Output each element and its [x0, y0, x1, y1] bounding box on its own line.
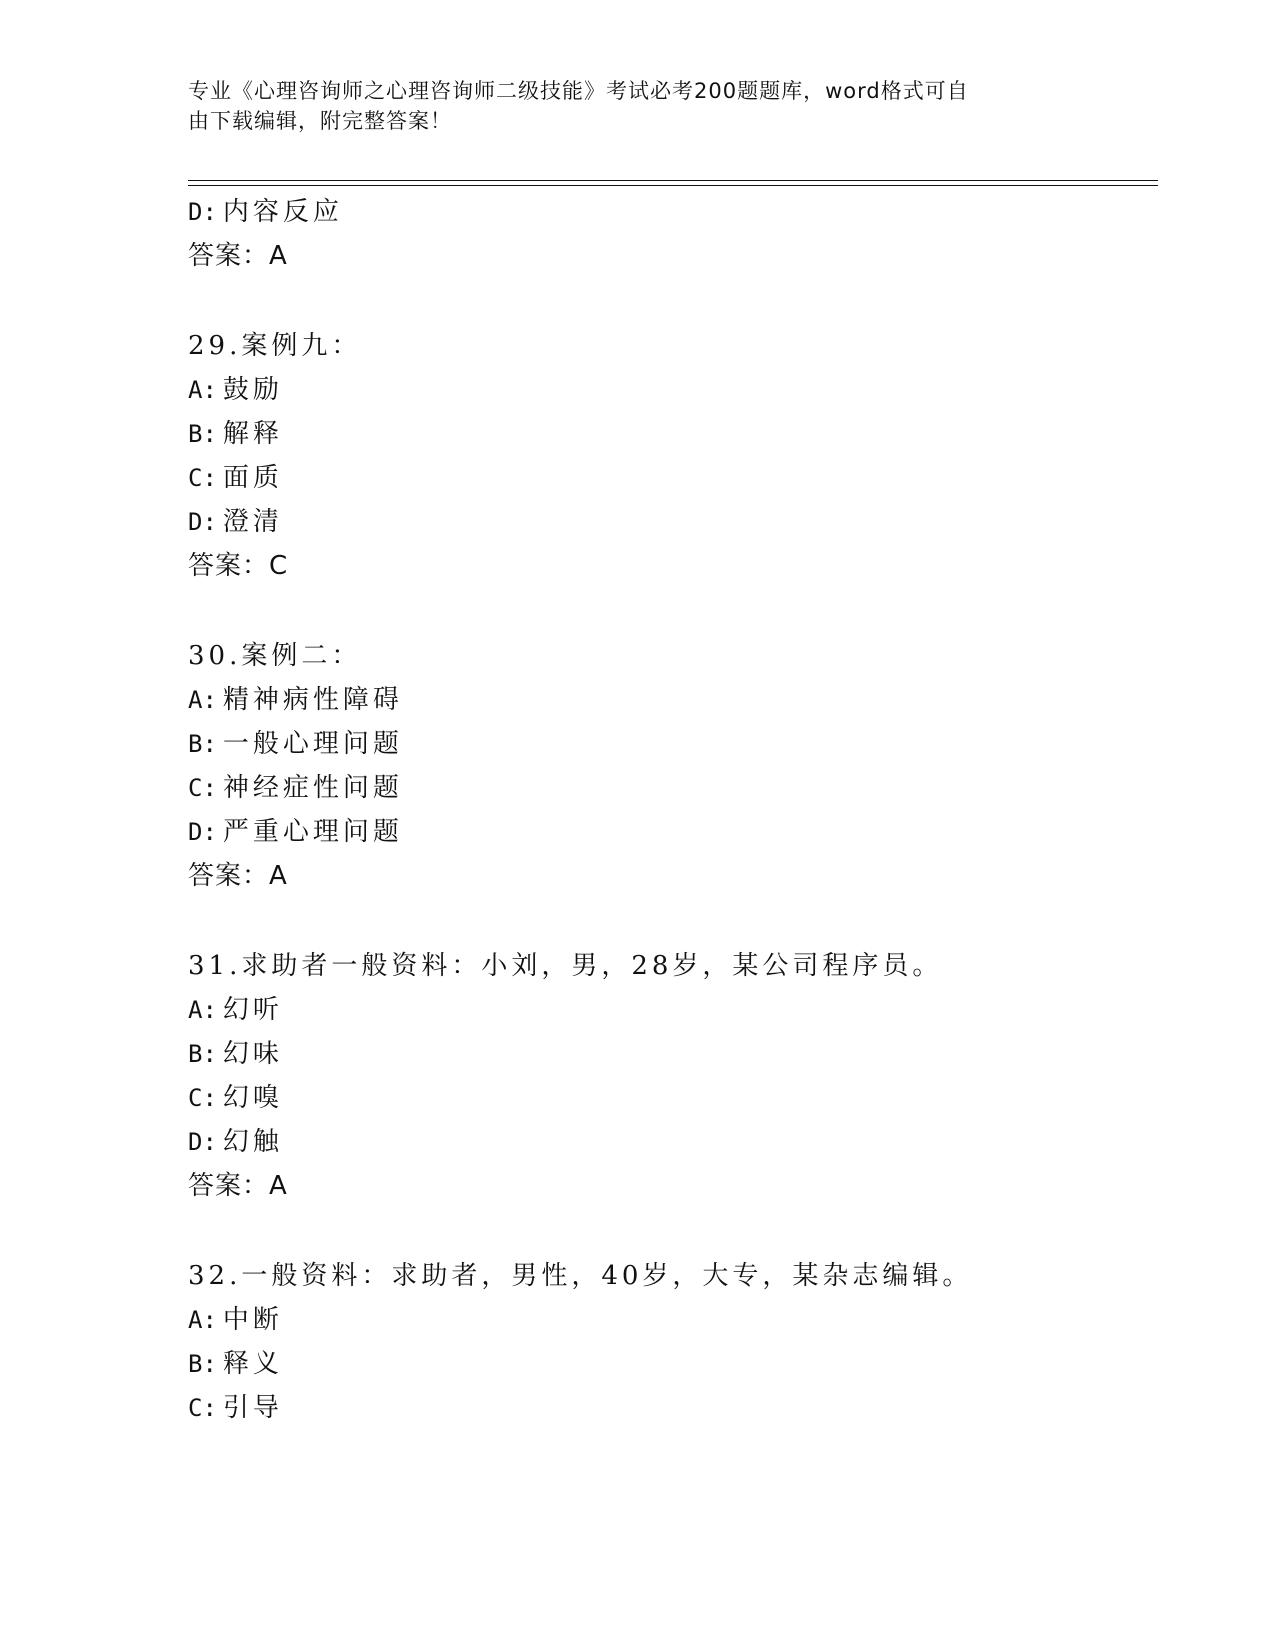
option-label: C:: [188, 774, 217, 802]
fragment-answer: 答案：A: [188, 241, 288, 271]
question-30-answer: 答案：A: [188, 861, 288, 891]
option-text: 鼓励: [222, 375, 283, 405]
question-29-option-b: [188, 413, 283, 450]
option-text: 面质: [222, 463, 283, 493]
option-text: 解释: [222, 419, 283, 449]
option-text: 幻触: [222, 1127, 283, 1157]
option-label: B:: [188, 1040, 217, 1068]
option-text: 中断: [222, 1305, 283, 1335]
question-29-stem: 29.案例九：: [188, 331, 362, 361]
question-31-answer: 答案：A: [188, 1171, 288, 1201]
question-32-option-c: [188, 1387, 283, 1424]
option-label: B:: [188, 730, 217, 758]
option-text: 幻听: [222, 995, 283, 1025]
question-31-option-d: [188, 1121, 283, 1158]
option-label: B:: [188, 1350, 217, 1378]
question-30-option-b: [188, 723, 403, 760]
option-text: 释义: [222, 1349, 283, 1379]
option-label: A:: [188, 686, 217, 714]
question-32-option-b: [188, 1343, 283, 1380]
option-label: D:: [188, 198, 217, 226]
option-label: A:: [188, 996, 217, 1024]
question-31-option-a: [188, 989, 283, 1026]
question-31-option-c: [188, 1077, 283, 1114]
option-label: A:: [188, 1306, 217, 1334]
question-32-option-a: [188, 1299, 283, 1336]
option-label: B:: [188, 420, 217, 448]
option-label: D:: [188, 1128, 217, 1156]
fragment-option-d: [188, 191, 343, 228]
option-text: 澄清: [222, 507, 283, 537]
header-line-2: 由下载编辑，附完整答案！: [188, 109, 452, 133]
document-header: [188, 76, 1088, 136]
option-label: C:: [188, 464, 217, 492]
header-line-1: 专业《心理咨询师之心理咨询师二级技能》考试必考200题题库，word格式可自: [188, 79, 969, 103]
header-rule-top: [188, 180, 1158, 181]
option-label: C:: [188, 1394, 217, 1422]
question-30-stem: 30.案例二：: [188, 641, 362, 671]
option-label: A:: [188, 376, 217, 404]
option-text: 严重心理问题: [222, 817, 403, 847]
option-text: 精神病性障碍: [222, 685, 403, 715]
question-32-stem: 32.一般资料：求助者，男性，40岁，大专，某杂志编辑。: [188, 1261, 973, 1291]
option-label: D:: [188, 508, 217, 536]
option-text: 引导: [222, 1393, 283, 1423]
option-text: 内容反应: [222, 197, 343, 227]
option-text: 幻味: [222, 1039, 283, 1069]
question-29-option-c: [188, 457, 283, 494]
question-31-stem: 31.求助者一般资料：小刘，男，28岁，某公司程序员。: [188, 951, 943, 981]
option-text: 一般心理问题: [222, 729, 403, 759]
question-30-option-a: [188, 679, 403, 716]
option-label: C:: [188, 1084, 217, 1112]
question-30-option-d: [188, 811, 403, 848]
question-30-option-c: [188, 767, 403, 804]
option-text: 幻嗅: [222, 1083, 283, 1113]
question-31-option-b: [188, 1033, 283, 1070]
option-label: D:: [188, 818, 217, 846]
question-29-option-a: [188, 369, 283, 406]
question-29-option-d: [188, 501, 283, 538]
header-rule-bottom: [188, 185, 1158, 186]
question-29-answer: 答案：C: [188, 551, 289, 581]
option-text: 神经症性问题: [222, 773, 403, 803]
